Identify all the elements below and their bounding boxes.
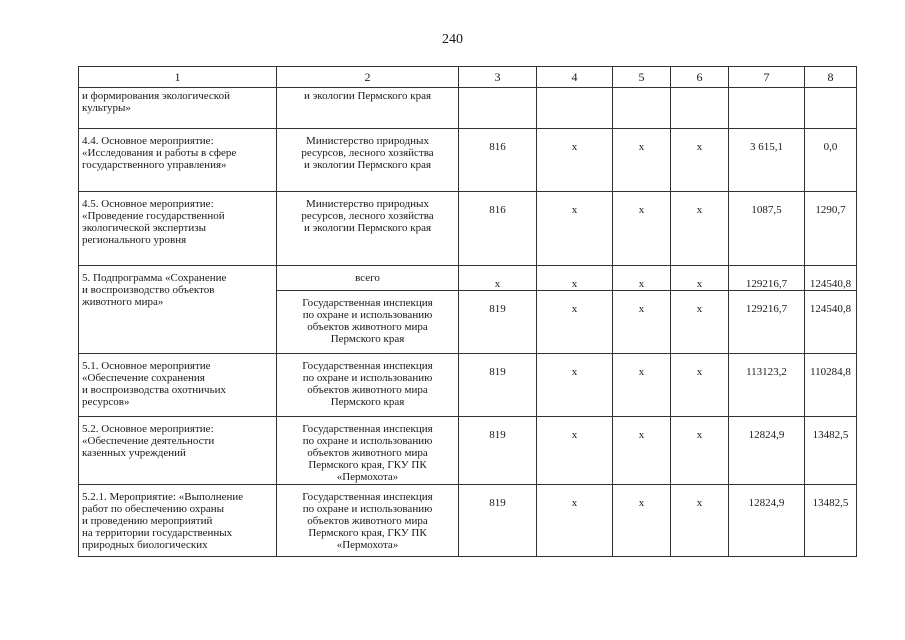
cell-line: животного мира» — [82, 296, 164, 308]
cell-line: ресурсов, лесного хозяйства — [301, 147, 434, 159]
cell-line: ресурсов, лесного хозяйства — [301, 210, 434, 222]
table-row — [79, 129, 857, 192]
cell-c8: 1290,7 — [805, 192, 857, 266]
cell-line: работ по обеспечению охраны — [82, 503, 225, 515]
cell-c7: 129216,7 — [729, 291, 805, 354]
cell-c8 — [805, 88, 857, 129]
cell-responsible — [277, 129, 459, 192]
cell-line: и экологии Пермского края — [303, 222, 432, 234]
cell-line: по охране и использованию — [302, 372, 433, 384]
cell-name — [79, 354, 277, 417]
cell-line: и воспроизводства охотничьих — [82, 384, 226, 396]
cell-c3 — [459, 88, 537, 129]
cell-line: и проведению мероприятий — [82, 515, 213, 527]
cell-line: «Проведение государственной — [82, 210, 225, 222]
cell-c5: х — [613, 417, 671, 485]
cell-c7: 1087,5 — [729, 192, 805, 266]
cell-c6: х — [671, 129, 729, 192]
cell-c6: х — [671, 354, 729, 417]
cell-c4: х — [537, 485, 613, 557]
cell-line: всего — [355, 272, 380, 284]
cell-line: объектов животного мира — [307, 515, 428, 527]
cell-line: природных биологических — [82, 539, 208, 551]
cell-c4: х — [537, 291, 613, 354]
cell-line: объектов животного мира — [307, 447, 428, 459]
cell-c3: 819 — [459, 485, 537, 557]
cell-responsible — [277, 417, 459, 485]
cell-line: и формирования экологической — [82, 90, 230, 102]
cell-c3: 819 — [459, 291, 537, 354]
cell-c5: х — [613, 291, 671, 354]
cell-c5: х — [613, 354, 671, 417]
cell-c4: х — [537, 266, 613, 291]
cell-c7: 12824,9 — [729, 417, 805, 485]
cell-name — [79, 192, 277, 266]
cell-line: «Обеспечение сохранения — [82, 372, 205, 384]
cell-line: «Пермохота» — [336, 471, 399, 483]
cell-c3: х — [459, 266, 537, 291]
cell-line: Государственная инспекция — [302, 423, 433, 435]
cell-name — [79, 485, 277, 557]
cell-c7: 3 615,1 — [729, 129, 805, 192]
column-header: 1 — [79, 67, 277, 88]
cell-responsible — [277, 88, 459, 129]
cell-c8: 13482,5 — [805, 485, 857, 557]
cell-name — [79, 266, 277, 354]
cell-line: государственного управления» — [82, 159, 227, 171]
column-header: 7 — [729, 67, 805, 88]
column-header: 8 — [805, 67, 857, 88]
cell-c5: х — [613, 129, 671, 192]
cell-c3: 819 — [459, 417, 537, 485]
cell-line: Пермского края — [330, 333, 405, 345]
cell-line: Министерство природных — [306, 135, 429, 147]
cell-line: Пермского края, ГКУ ПК — [308, 459, 427, 471]
cell-c3: 816 — [459, 192, 537, 266]
cell-line: по охране и использованию — [302, 503, 433, 515]
column-header: 3 — [459, 67, 537, 88]
cell-line: культуры» — [82, 102, 131, 114]
cell-line: по охране и использованию — [302, 435, 433, 447]
column-header: 6 — [671, 67, 729, 88]
cell-line: 4.5. Основное мероприятие: — [82, 198, 214, 210]
cell-c7 — [729, 88, 805, 129]
cell-c7: 12824,9 — [729, 485, 805, 557]
cell-c8: 110284,8 — [805, 354, 857, 417]
cell-responsible — [277, 354, 459, 417]
cell-c4: х — [537, 129, 613, 192]
cell-line: ресурсов» — [82, 396, 130, 408]
cell-line: казенных учреждений — [82, 447, 186, 459]
cell-name — [79, 129, 277, 192]
cell-line: Министерство природных — [306, 198, 429, 210]
table-row — [79, 88, 857, 129]
cell-c3: 816 — [459, 129, 537, 192]
cell-c6: х — [671, 192, 729, 266]
table-row — [79, 485, 857, 557]
cell-c8: 124540,8 — [805, 266, 857, 291]
cell-line: и воспроизводство объектов — [82, 284, 215, 296]
budget-table — [78, 66, 857, 557]
cell-c4: х — [537, 417, 613, 485]
column-header: 4 — [537, 67, 613, 88]
cell-line: 5.1. Основное мероприятие — [82, 360, 211, 372]
cell-line: 5.2. Основное мероприятие: — [82, 423, 214, 435]
page-number: 240 — [442, 32, 463, 47]
column-header: 5 — [613, 67, 671, 88]
cell-line: Государственная инспекция — [302, 491, 433, 503]
table-row — [79, 192, 857, 266]
cell-line: на территории государственных — [82, 527, 233, 539]
table-row — [79, 417, 857, 485]
cell-c4: х — [537, 192, 613, 266]
cell-c8: 13482,5 — [805, 417, 857, 485]
cell-responsible — [277, 192, 459, 266]
cell-c6: х — [671, 485, 729, 557]
cell-c6: х — [671, 266, 729, 291]
cell-line: Государственная инспекция — [302, 297, 433, 309]
table-row — [79, 266, 857, 291]
cell-name — [79, 417, 277, 485]
cell-c7: 113123,2 — [729, 354, 805, 417]
cell-line: экологической экспертизы — [82, 222, 206, 234]
cell-line: 4.4. Основное мероприятие: — [82, 135, 214, 147]
cell-line: Пермского края, ГКУ ПК — [308, 527, 427, 539]
cell-line: 5. Подпрограмма «Сохранение — [82, 272, 227, 284]
cell-c6: х — [671, 417, 729, 485]
table-header-row — [79, 67, 857, 88]
cell-line: «Обеспечение деятельности — [82, 435, 215, 447]
table-row — [79, 354, 857, 417]
cell-line: Государственная инспекция — [302, 360, 433, 372]
cell-line: по охране и использованию — [302, 309, 433, 321]
cell-line: «Исследования и работы в сфере — [82, 147, 237, 159]
cell-c5: х — [613, 192, 671, 266]
column-header: 2 — [277, 67, 459, 88]
cell-line: и экологии Пермского края — [303, 90, 432, 102]
cell-c6: х — [671, 291, 729, 354]
cell-line: Пермского края — [330, 396, 405, 408]
cell-responsible — [277, 291, 459, 354]
cell-c8: 0,0 — [805, 129, 857, 192]
cell-c7: 129216,7 — [729, 266, 805, 291]
cell-c4 — [537, 88, 613, 129]
cell-c4: х — [537, 354, 613, 417]
cell-c8: 124540,8 — [805, 291, 857, 354]
cell-c5 — [613, 88, 671, 129]
cell-line: 5.2.1. Мероприятие: «Выполнение — [82, 491, 244, 503]
cell-responsible — [277, 266, 459, 291]
cell-name — [79, 88, 277, 129]
cell-line: объектов животного мира — [307, 384, 428, 396]
cell-c5: х — [613, 266, 671, 291]
cell-c5: х — [613, 485, 671, 557]
cell-line: «Пермохота» — [336, 539, 399, 551]
cell-c3: 819 — [459, 354, 537, 417]
cell-line: регионального уровня — [82, 234, 187, 246]
cell-responsible — [277, 485, 459, 557]
cell-c6 — [671, 88, 729, 129]
cell-line: объектов животного мира — [307, 321, 428, 333]
cell-line: и экологии Пермского края — [303, 159, 432, 171]
